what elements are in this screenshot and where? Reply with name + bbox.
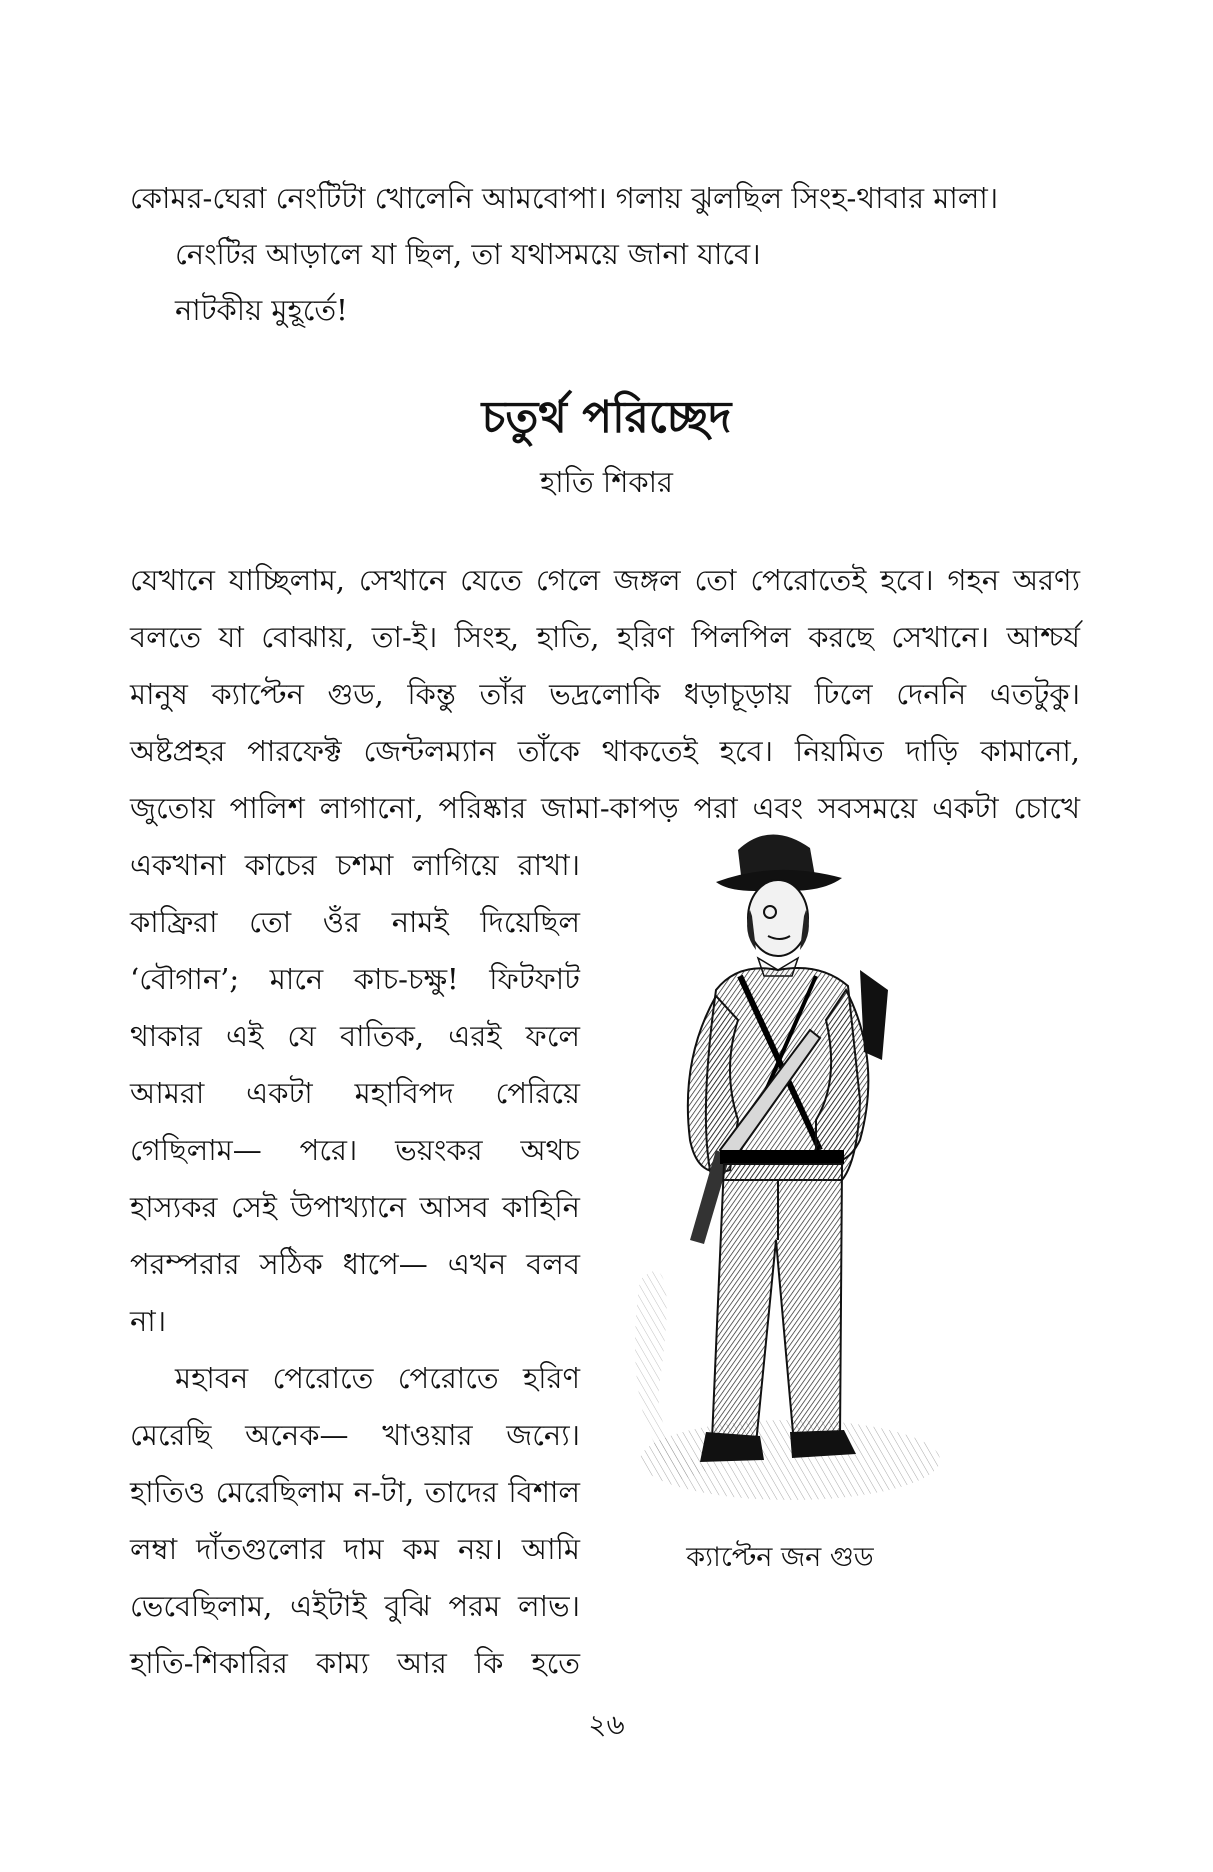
captain-good-illustration — [620, 820, 940, 1510]
body-line: হাতিও মেরেছিলাম ন-টা, তাদের বিশাল — [130, 1475, 580, 1509]
body-line: থাকার এই যে বাতিক, এরই ফলে — [130, 1019, 580, 1053]
intro-line-2: নেংটির আড়ালে যা ছিল, তা যথাসময়ে জানা যাবে। — [175, 237, 761, 271]
body-line: মানুষ ক্যাপ্টেন গুড, কিন্তু তাঁর ভদ্রলোকি ধড়াচূড়ায় ঢিলে দেননি এতটুকু। — [130, 677, 1080, 711]
body-line: গেছিলাম— পরে। ভয়ংকর অথচ — [130, 1133, 580, 1167]
body-line: জুতোয় পালিশ লাগানো, পরিষ্কার জামা-কাপড় পরা এবং সবসময়ে একটা চোখে — [130, 791, 1080, 825]
body-line: ভেবেছিলাম, এইটাই বুঝি পরম লাভ। — [130, 1589, 580, 1623]
intro-line-3: নাটকীয় মুহূর্তে! — [175, 293, 348, 327]
body-line: একখানা কাচের চশমা লাগিয়ে রাখা। — [130, 848, 580, 882]
body-line: হাস্যকর সেই উপাখ্যানে আসব কাহিনি — [130, 1190, 580, 1224]
body-line: বলতে যা বোঝায়, তা-ই। সিংহ, হাতি, হরিণ পিলপিল করছে সেখানে। আশ্চর্য — [130, 620, 1080, 654]
body-line: মেরেছি অনেক— খাওয়ার জন্যে। — [130, 1418, 580, 1452]
body-line: হাতি-শিকারির কাম্য আর কি হতে — [130, 1646, 580, 1680]
body-line: ‘বৌগান’; মানে কাচ-চক্ষু! ফিটফাট — [130, 962, 580, 996]
chapter-subtitle: হাতি শিকার — [539, 465, 674, 499]
intro-line-1: কোমর-ঘেরা নেংটিটা খোলেনি আমবোপা। গলায় ঝুলছিল সিংহ-থাবার মালা। — [130, 181, 999, 215]
page-number: ২৬ — [588, 1708, 625, 1741]
body-line: লম্বা দাঁতগুলোর দাম কম নয়। আমি — [130, 1532, 580, 1566]
body-line: পরম্পরার সঠিক ধাপে— এখন বলব — [130, 1247, 580, 1281]
body-line: কাফ্রিরা তো ওঁর নামই দিয়েছিল — [130, 905, 580, 939]
body-line: আমরা একটা মহাবিপদ পেরিয়ে — [130, 1076, 580, 1110]
body-line: যেখানে যাচ্ছিলাম, সেখানে যেতে গেলে জঙ্গল তো পেরোতেই হবে। গহন অরণ্য — [130, 563, 1080, 597]
body-line: মহাবন পেরোতে পেরোতে হরিণ — [175, 1361, 580, 1395]
figure-caption: ক্যাপ্টেন জন গুড — [686, 1542, 874, 1573]
body-line: না। — [130, 1304, 167, 1338]
chapter-title: চতুর্থ পরিচ্ছেদ — [481, 392, 732, 443]
body-line: অষ্টপ্রহর পারফেক্ট জেন্টলম্যান তাঁকে থাকতেই হবে। নিয়মিত দাড়ি কামানো, — [130, 734, 1080, 768]
